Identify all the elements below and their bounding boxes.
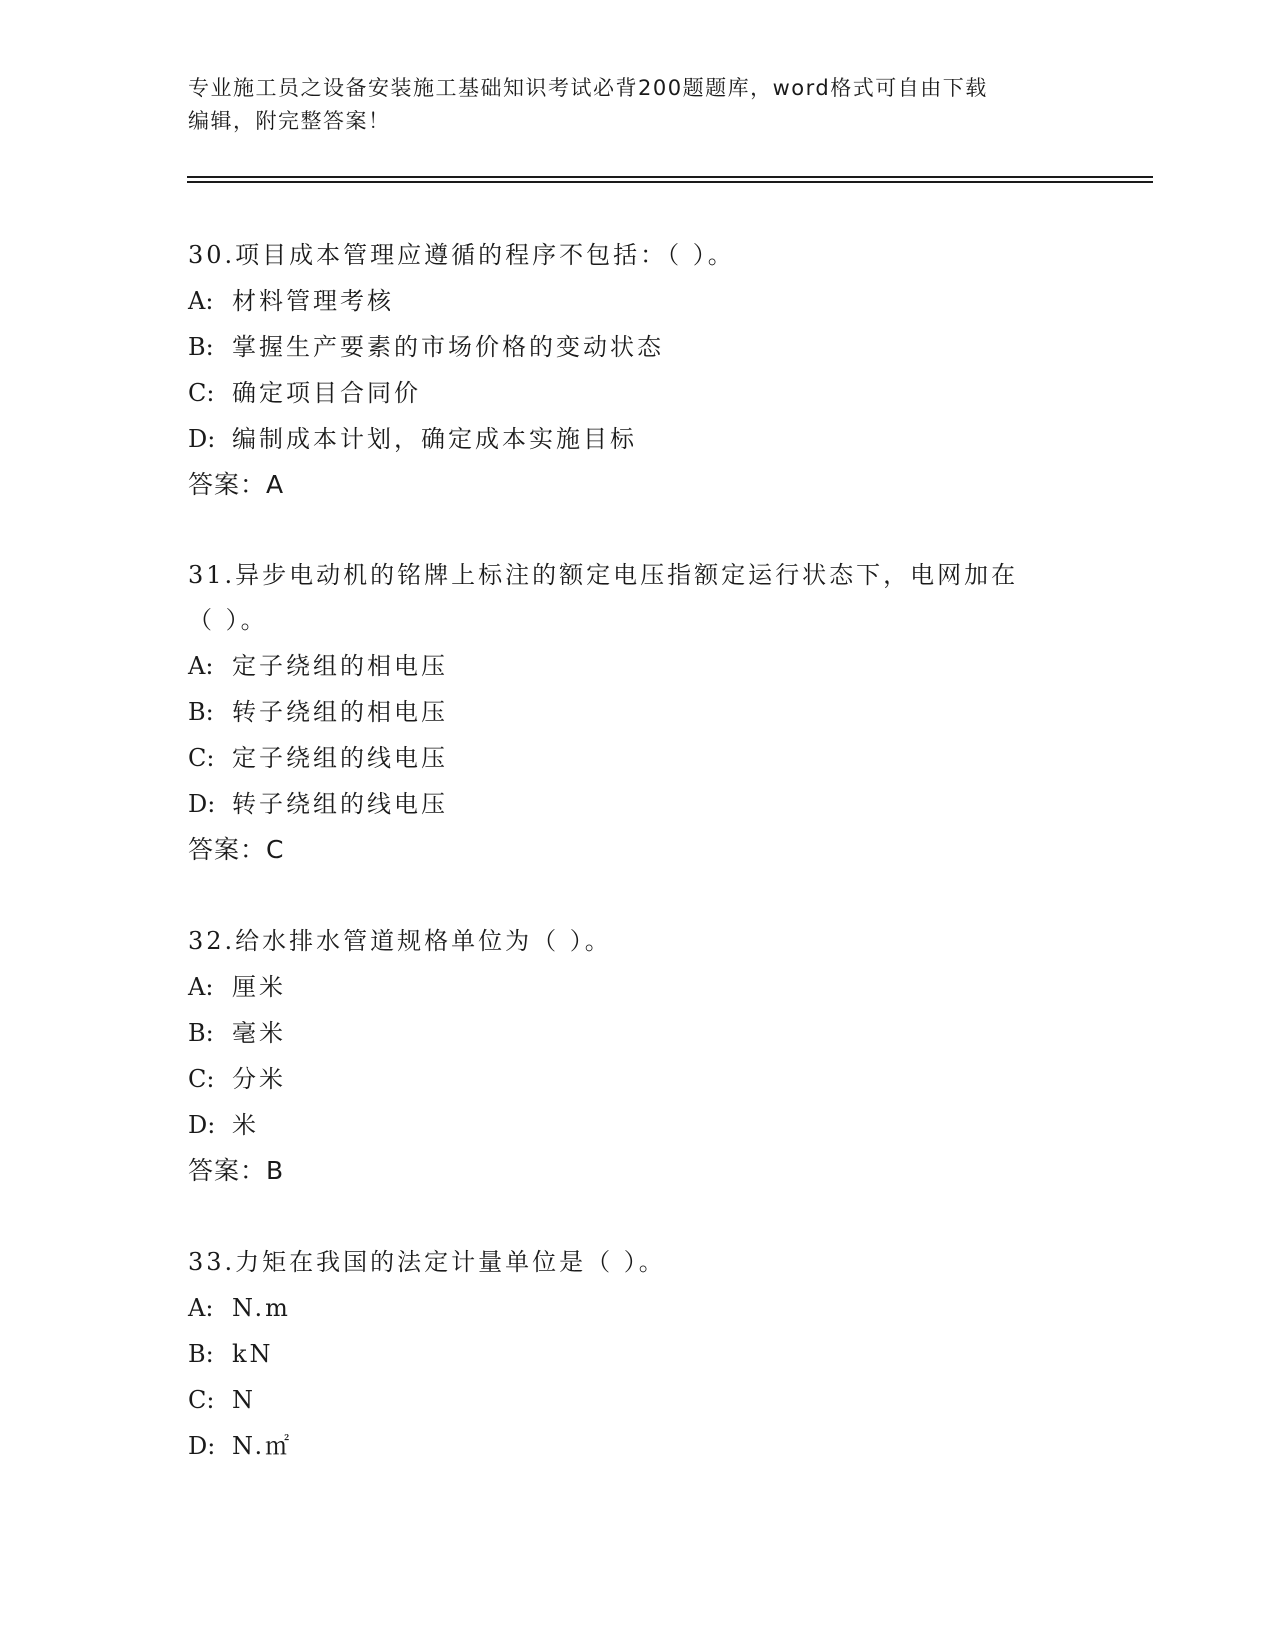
option-label: D: — [188, 790, 216, 818]
option-text: 掌握生产要素的市场价格的变动状态 — [232, 333, 664, 361]
option-label: A: — [188, 287, 214, 315]
option-text: kN — [232, 1340, 274, 1368]
answer-line: 答案：C — [188, 835, 285, 864]
question-32 — [188, 918, 1128, 1194]
document-header — [188, 72, 1088, 138]
answer-line: 答案：A — [188, 470, 285, 499]
option-d — [188, 1423, 1128, 1469]
header-line-2: 编辑，附完整答案！ — [188, 109, 391, 133]
option-label: C: — [188, 1065, 215, 1093]
option-c — [188, 1056, 1128, 1102]
option-b — [188, 1010, 1128, 1056]
option-label: B: — [188, 1019, 214, 1047]
option-c — [188, 370, 1128, 416]
option-text: 确定项目合同价 — [232, 379, 421, 407]
question-stem-continuation: （ ）。 — [188, 606, 268, 634]
option-label: D: — [188, 1111, 216, 1139]
option-d — [188, 416, 1128, 462]
option-text: 厘米 — [232, 973, 286, 1001]
header-line-1: 专业施工员之设备安装施工基础知识考试必背200题题库，word格式可自由下载 — [188, 76, 988, 100]
option-c — [188, 735, 1128, 781]
option-label: C: — [188, 1386, 215, 1414]
question-stem: 32.给水排水管道规格单位为（ ）。 — [188, 927, 612, 955]
question-stem: 33.力矩在我国的法定计量单位是（ ）。 — [188, 1248, 666, 1276]
option-label: B: — [188, 1340, 214, 1368]
option-text: N — [232, 1386, 256, 1414]
option-c — [188, 1377, 1128, 1423]
question-list — [188, 232, 1128, 1514]
option-text: 编制成本计划，确定成本实施目标 — [232, 425, 637, 453]
option-d — [188, 781, 1128, 827]
question-stem: 30.项目成本管理应遵循的程序不包括：（ ）。 — [188, 241, 735, 269]
option-label: B: — [188, 333, 214, 361]
option-text: 毫米 — [232, 1019, 286, 1047]
question-33 — [188, 1239, 1128, 1469]
option-label: A: — [188, 1294, 214, 1322]
option-a — [188, 643, 1128, 689]
option-b — [188, 689, 1128, 735]
option-text: 转子绕组的相电压 — [232, 698, 448, 726]
header-rule-top — [187, 176, 1153, 178]
option-label: C: — [188, 744, 215, 772]
option-label: A: — [188, 652, 214, 680]
question-31 — [188, 553, 1128, 873]
option-label: B: — [188, 698, 214, 726]
option-d — [188, 1102, 1128, 1148]
option-label: A: — [188, 973, 214, 1001]
option-b — [188, 1331, 1128, 1377]
option-text: N.m — [232, 1294, 291, 1322]
option-text: 米 — [232, 1111, 259, 1139]
option-text: N.㎡ — [232, 1432, 293, 1460]
option-a — [188, 278, 1128, 324]
option-text: 材料管理考核 — [232, 287, 394, 315]
option-text: 定子绕组的相电压 — [232, 652, 448, 680]
option-label: D: — [188, 425, 216, 453]
option-b — [188, 324, 1128, 370]
question-stem: 31.异步电动机的铭牌上标注的额定电压指额定运行状态下，电网加在 — [188, 561, 1019, 589]
header-rule-bottom — [187, 181, 1153, 183]
option-label: C: — [188, 379, 215, 407]
answer-line: 答案：B — [188, 1156, 285, 1185]
option-a — [188, 964, 1128, 1010]
option-a — [188, 1285, 1128, 1331]
option-text: 转子绕组的线电压 — [232, 790, 448, 818]
question-30 — [188, 232, 1128, 508]
option-label: D: — [188, 1432, 216, 1460]
option-text: 分米 — [232, 1065, 286, 1093]
option-text: 定子绕组的线电压 — [232, 744, 448, 772]
